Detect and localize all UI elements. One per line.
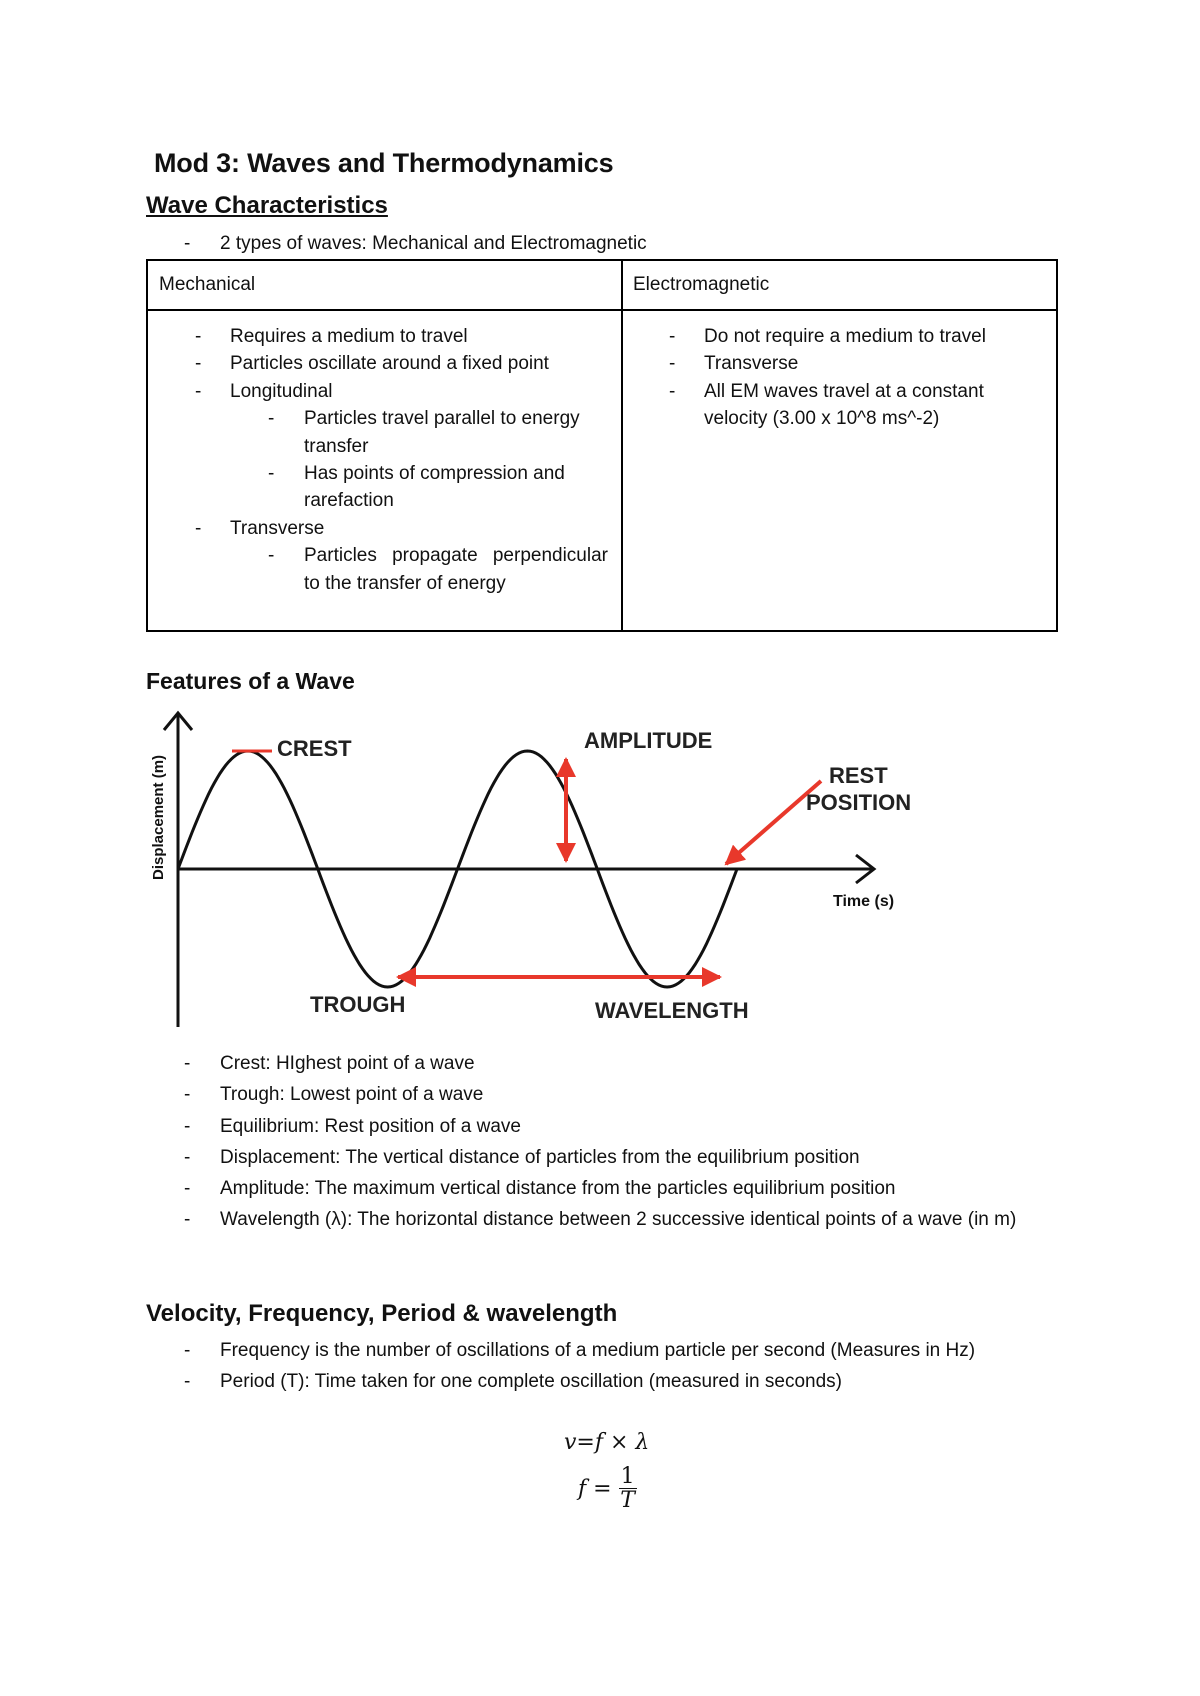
- wave-types-table: [146, 259, 1058, 632]
- fraction-numerator: 1: [620, 1464, 635, 1489]
- list-item: - Requires a medium to travel: [195, 326, 468, 347]
- list-item: - Period (T): Time taken for one complete oscillation (measured in seconds): [184, 1371, 842, 1393]
- y-axis-label: Displacement (m): [150, 754, 167, 880]
- section-heading-wave-characteristics: Wave Characteristics: [146, 192, 388, 219]
- list-item: - Longitudinal: [195, 380, 333, 402]
- definition-item: - Equilibrium: Rest position of a wave: [184, 1115, 521, 1137]
- crest-label: CREST: [277, 736, 352, 761]
- list-item: - Do not require a medium to travel: [669, 326, 986, 347]
- trough-label: TROUGH: [310, 992, 406, 1017]
- table-column-divider: [621, 261, 623, 630]
- list-item: - Frequency is the number of oscillations of a medium particle per second (Measures in Hz): [184, 1340, 976, 1361]
- velocity-formula: v=f × λ: [564, 1430, 650, 1455]
- definition-item: - Trough: Lowest point of a wave: [184, 1084, 484, 1106]
- section-heading-velocity: Velocity, Frequency, Period & wavelength: [146, 1300, 618, 1327]
- list-subitem: - Particles propagate perpendicular to the transfer of energy: [268, 545, 608, 594]
- list-item: - Transverse: [669, 353, 799, 375]
- fraction-denominator: T: [620, 1488, 635, 1513]
- page-title: Mod 3: Waves and Thermodynamics: [154, 148, 614, 178]
- rest-label-line2: POSITION: [806, 790, 912, 815]
- frequency-formula: [578, 1466, 637, 1513]
- amplitude-label: AMPLITUDE: [584, 728, 713, 753]
- wave-diagram: [140, 700, 940, 1030]
- list-item: - Particles oscillate around a fixed point: [195, 353, 549, 375]
- definition-item: - Amplitude: The maximum vertical distance from the particles equilibrium position: [184, 1178, 896, 1200]
- wave-definitions-list: [184, 1048, 1064, 1236]
- bullet-dash: -: [184, 233, 191, 254]
- fraction: [619, 1466, 637, 1513]
- velocity-list: [184, 1335, 1064, 1398]
- section-heading-features: Features of a Wave: [146, 668, 355, 694]
- electromagnetic-cell: [622, 323, 1052, 433]
- list-item: - All EM waves travel at a constant velocity (3.00 x 10^8 ms^-2): [669, 380, 984, 430]
- list-subitem: - Has points of compression and rarefaction: [268, 463, 565, 512]
- definition-item: - Wavelength (λ): The horizontal distance between 2 successive identical points of a wave (in m): [184, 1209, 1017, 1231]
- definition-item: - Crest: HIghest point of a wave: [184, 1053, 475, 1074]
- wavelength-label: WAVELENGTH: [595, 998, 749, 1023]
- definition-item: - Displacement: The vertical distance of particles from the equilibrium position: [184, 1146, 860, 1168]
- frequency-formula-lhs: f =: [578, 1476, 612, 1502]
- intro-bullet-text: 2 types of waves: Mechanical and Electromagnetic: [220, 233, 647, 254]
- table-header-divider: [148, 309, 1056, 311]
- rest-label-line1: REST: [829, 763, 888, 788]
- table-header-mechanical: Mechanical: [159, 274, 256, 295]
- mechanical-cell: [148, 323, 618, 597]
- list-subitem: - Particles travel parallel to energy transfer: [268, 408, 580, 457]
- intro-bullet: [184, 232, 647, 256]
- list-item: - Transverse: [195, 517, 325, 539]
- x-axis-label: Time (s): [833, 893, 895, 910]
- table-header-electromagnetic: Electromagnetic: [633, 274, 770, 295]
